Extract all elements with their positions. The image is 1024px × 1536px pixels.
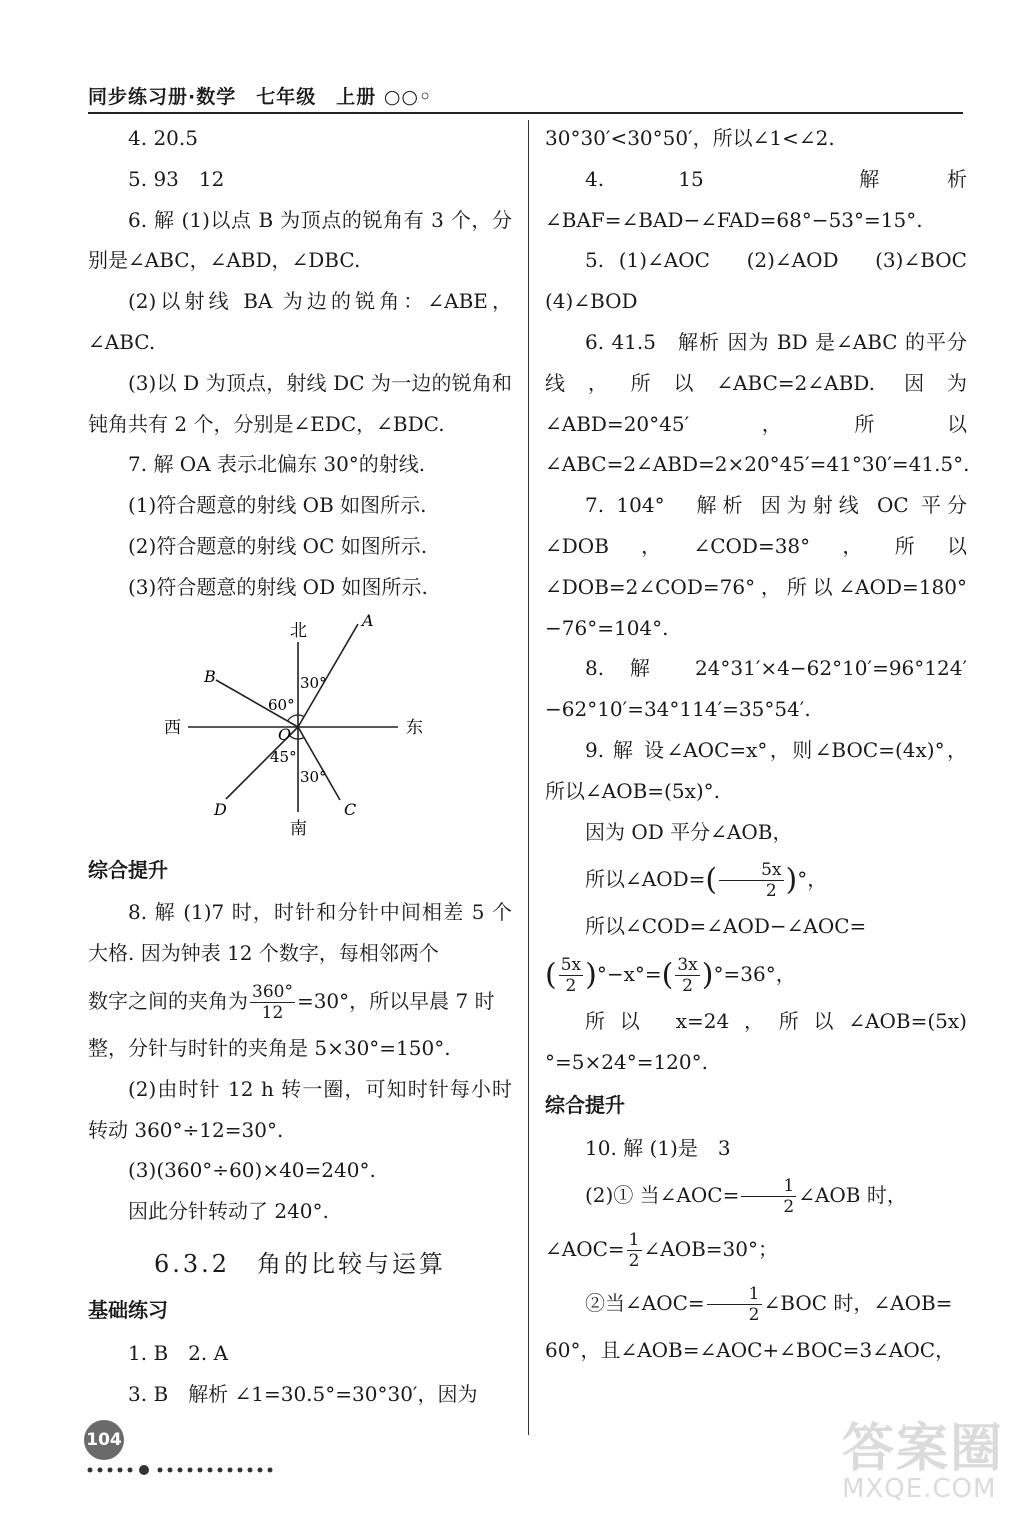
answer-r8: 8. 解 24°31′×4−62°10′=96°124′−62°10′=34°114′=35°54′. [545,656,967,722]
label-c: C [344,799,357,819]
answer-8-conclusion: 因此分针转动了 240°. [128,1199,329,1224]
label-north: 北 [290,620,307,641]
answer-3: 3. B 解析 ∠1=30.5°=30°30′，因为 [128,1381,478,1406]
section-heading-1: 综合提升 [88,857,168,882]
text-fragment: 数字之间的夹角为 [88,988,248,1013]
answer-7-2: (2)符合题意的射线 OC 如图所示. [128,533,428,558]
label-a: A [362,610,374,630]
answer-5: 5. 93 12 [128,166,225,191]
fraction-5x-2: $\frac{5x}{2}$ [719,860,783,901]
angle-label-30-north: 30° [300,673,327,692]
angle-label-45: 45° [270,747,297,766]
answer-r10-2c: ②当∠AOC= $\frac{1}{2}$ ∠BOC 时，∠AOB= [585,1284,953,1326]
watermark [842,1420,1004,1504]
watermark-url: MXQE.COM [842,1474,997,1504]
fraction-1-2-c: $\frac{1}{2}$ [707,1284,762,1325]
answer-6-2: (2)以射线 BA 为边的锐角：∠ABE，∠ABC. [88,289,512,354]
answer-8-3: (3)(360°÷60)×40=240°. [128,1158,376,1183]
header-title: 同步练习册·数学 七年级 上册 ○○◦ [88,86,433,108]
section-heading-2: 基础练习 [88,1297,168,1322]
fraction-3x-2: $\frac{3x}{2}$ [677,955,698,997]
answer-r4: 4. 15 解析 ∠BAF=∠BAD−∠FAD=68°−53°=15°. [545,166,967,232]
answer-r10-1: 10. 解 (1)是 3 [585,1135,731,1160]
left-column [88,118,512,1414]
answer-8-2: (2)由时针 12 h 转一圈，可知时针每小时转动 360°÷12=30°. [88,1076,512,1142]
answer-7: 7. 解 OA 表示北偏东 30°的射线. [128,452,426,477]
answer-8-cont: 整，分针与时针的夹角是 5×30°=150°. [88,1035,451,1060]
answer-8-1: 8. 解 (1)7 时，时针和分针中间相差 5 个大格. 因为钟表 12 个数字，每相邻两个 [88,900,512,966]
label-o: O [278,724,292,744]
label-west: 西 [164,717,181,738]
arc-30-south [298,737,304,739]
watermark-logo: 答案圈 [842,1419,1005,1479]
angle-label-60: 60° [268,695,295,714]
answer-6-1: 6. 解 (1)以点 B 为顶点的锐角有 3 个，分别是∠ABC，∠ABD，∠DBC. [88,207,512,273]
answer-8-frac-line [88,974,512,1028]
section-title-6-3-2: 6.3.2 角的比较与运算 [153,1249,447,1278]
angle-label-30-south: 30° [300,767,327,786]
label-b: B [204,666,216,686]
label-d: D [214,799,227,819]
answer-r5: 5. (1)∠AOC (2)∠AOD (3)∠BOC (4)∠BOD [545,248,987,314]
answer-r9-aod: 所以∠AOD=( $\frac{5x}{2}$ )°， [585,860,828,902]
answer-r10-2d: 60°，且∠AOB=∠AOC+∠BOC=3∠AOC， [545,1338,956,1363]
answer-6-3: (3)以 D 为顶点，射线 DC 为一边的锐角和钝角共有 2 个，分别是∠EDC，∠BDC. [88,370,512,436]
compass-diagram [158,610,423,844]
page-header [88,82,963,114]
answer-7-1: (1)符合题意的射线 OB 如图所示. [128,493,427,518]
fraction-1-2-b: $\frac{1}{2}$ [628,1230,640,1272]
arc-30-north [298,715,304,717]
answer-r7: 7. 104° 解析 因为射线 OC 平分∠DOB，∠COD=38°，所以∠DOB=2∠COD=76°，所以∠AOD=180°−76°=104°. [545,493,967,640]
answer-1-2: 1. B 2. A [128,1340,229,1365]
answer-r9-od: 因为 OD 平分∠AOB， [585,819,793,844]
answer-7-3: (3)符合题意的射线 OD 如图所示. [128,574,428,599]
fraction-1-2-a: $\frac{1}{2}$ [741,1176,796,1217]
answer-r9-final: 所以 x=24，所以∠AOB=(5x)°=5×24°=120°. [545,1009,967,1074]
answer-r9: 9. 解 设∠AOC=x°，则∠BOC=(4x)°，所以∠AOB=(5x)°. [545,737,967,803]
arc-60 [288,715,298,721]
label-east: 东 [406,717,423,738]
answer-r10-2b: ∠AOC= $\frac{1}{2}$ ∠AOB=30°； [545,1230,779,1272]
fraction-5x-2-b: $\frac{5x}{2}$ [560,955,582,997]
answer-r10-2a: (2)① 当∠AOC= $\frac{1}{2}$ ∠AOB 时， [585,1176,907,1218]
fraction-360-12: $\frac{360^\circ}{12}$ [252,981,293,1023]
right-column [545,118,987,1371]
page-number: 104 [84,1420,124,1460]
column-divider [528,120,529,1435]
footer-dots [86,1464,286,1476]
answer-4: 4. 20.5 [128,126,198,150]
answer-r9-cod-value: ( $\frac{5x}{2}$ )°−x°=( $\frac{3x}{2}$ )°=36°， [545,955,796,997]
compass-figure [88,612,512,844]
answer-3-cont: 30°30′<30°50′，所以∠1<∠2. [545,126,835,150]
section-heading-r: 综合提升 [545,1092,625,1117]
answer-r6: 6. 41.5 解析 因为 BD 是∠ABC 的平分线，所以∠ABC=2∠ABD. 因为∠ABD=20°45′，所以∠ABC=2∠ABD=2×20°45′=41°30′=41.5°. [545,329,970,477]
answer-r9-cod: 所以∠COD=∠AOD−∠AOC= [585,914,867,939]
text-fragment: =30°，所以早晨 7 时 [296,988,495,1013]
label-south: 南 [290,818,307,839]
